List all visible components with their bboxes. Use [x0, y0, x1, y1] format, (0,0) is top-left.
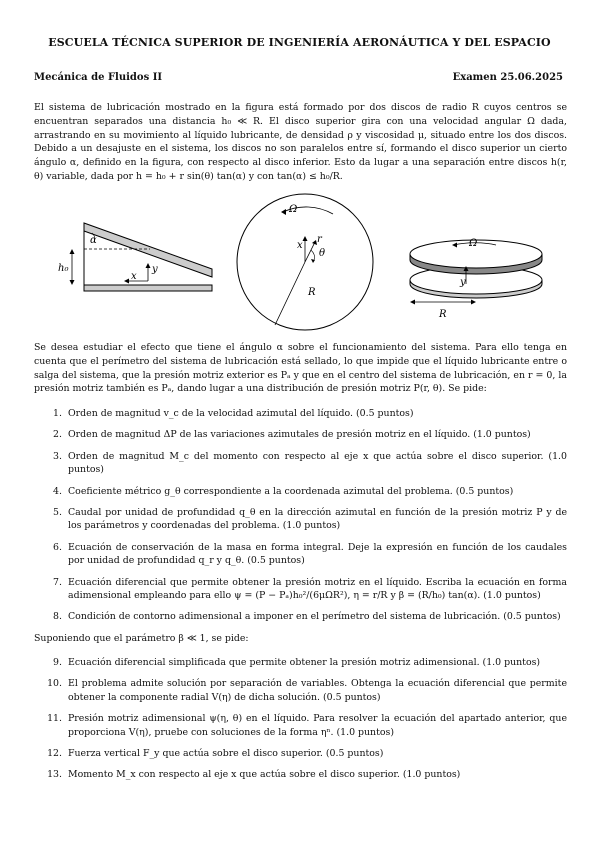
question-item — [44, 407, 567, 420]
question-text: Condición de contorno adimensional a imponer en el perímetro del sistema de lubricación. (0.5 puntos) — [68, 611, 561, 623]
question-item — [44, 656, 567, 669]
theta-label: θ — [319, 248, 326, 259]
alpha-label: α — [90, 235, 97, 246]
question-text: Presión motriz adimensional ψ(η, θ) en el líquido. Para resolver la ecuación del apartado anterior, que proporciona V(η), pruebe con soluciones de la forma ηⁿ. (1.0 puntos) — [68, 713, 567, 738]
question-item — [44, 485, 567, 498]
question-number: 11. — [47, 713, 62, 725]
question-number: 9. — [53, 657, 62, 668]
question-item — [44, 576, 567, 603]
questions-list-b — [44, 656, 567, 790]
question-text: Ecuación diferencial simplificada que permite obtener la presión motriz adimensional. (1.0 puntos) — [68, 657, 541, 668]
question-number: 6. — [53, 541, 62, 553]
course-name: Mecánica de Fluidos II — [34, 72, 163, 83]
question-item — [44, 712, 567, 739]
assumption-paragraph: Suponiendo que el parámetro β ≪ 1, se pide: — [34, 633, 249, 644]
questions-list-a — [44, 407, 567, 632]
figure-isometric-view — [404, 210, 554, 320]
question-text: Orden de magnitud v_c de la velocidad azimutal del líquido. (0.5 puntos) — [68, 408, 414, 419]
h0-label: h₀ — [58, 263, 69, 274]
question-text: Ecuación de conservación de la masa en forma integral. Deje la expresión en función de los caudales por unidad de profundidad q_r y q_θ. (0.5 puntos) — [68, 541, 567, 567]
question-number: 13. — [47, 769, 62, 781]
omega-label-iso: Ω — [469, 238, 478, 249]
question-item — [44, 541, 567, 568]
y-axis-label-iso: y — [460, 277, 466, 288]
question-text: Momento M_x con respecto al eje x que actúa sobre el disco superior. (1.0 puntos) — [68, 769, 461, 781]
figure-top-view — [233, 190, 378, 335]
question-number: 4. — [53, 485, 62, 497]
question-item — [44, 610, 567, 623]
question-text: Coeficiente métrico g_θ correspondiente a la coordenada azimutal del problema. (0.5 puntos) — [68, 485, 514, 497]
question-number: 10. — [47, 678, 62, 690]
question-item — [44, 428, 567, 441]
question-item — [44, 768, 567, 781]
question-text: Orden de magnitud ΔP de las variaciones azimutales de presión motriz en el líquido. (1.0 puntos) — [68, 429, 531, 441]
question-number: 5. — [53, 507, 62, 519]
question-item — [44, 747, 567, 760]
question-number: 2. — [53, 429, 62, 441]
radius-label-iso: R — [439, 309, 447, 320]
omega-label-top: Ω — [289, 204, 298, 215]
figure-side-view — [50, 215, 220, 300]
x-axis-label-top: x — [297, 240, 303, 251]
question-text: El problema admite solución por separación de variables. Obtenga la ecuación diferencial que permite obtener la componente radial V(η) de dicha solución. (0.5 puntos) — [68, 678, 567, 703]
question-text: Caudal por unidad de profundidad q_θ en la dirección azimutal en función de la presión motriz P y de los parámetros y coordenadas del problema. (1.0 puntos) — [68, 507, 567, 532]
question-text: Ecuación diferencial que permite obtener la presión motriz en el líquido. Escriba la ecuación en forma adimensional empleando para ello ψ = (P − Pₐ)h₀²/(6μΩR²), η = r/R y β = (R/h₀) tan(α). (1.0 puntos) — [68, 576, 567, 602]
question-number: 12. — [47, 748, 62, 760]
question-number: 1. — [53, 408, 62, 419]
exam-date: Examen 25.06.2025 — [452, 72, 563, 83]
school-title: ESCUELA TÉCNICA SUPERIOR DE INGENIERÍA AERONÁUTICA Y DEL ESPACIO — [48, 36, 551, 49]
question-text: Fuerza vertical F_y que actúa sobre el disco superior. (0.5 puntos) — [68, 748, 384, 760]
context-paragraph: Se desea estudiar el efecto que tiene el ángulo α sobre el funcionamiento del sistema. Para ello tenga en cuenta que el perímetro del sistema de lubricación está sellado, lo que impide que el líquido lubricante entre o salga del sistema, que la presión motriz exterior es Pₐ y que en el centro del sistema de lubricación, en r = 0, la presión motriz también es Pₐ, dando lugar a una distribución de presión motriz P(r, θ). Se pide: — [34, 342, 567, 395]
question-text: Orden de magnitud M_c del momento con respecto al eje x que actúa sobre el disco superior. (1.0 puntos) — [68, 450, 567, 476]
question-item — [44, 506, 567, 533]
question-number: 7. — [53, 576, 62, 588]
question-number: 8. — [53, 611, 62, 623]
r-label: r — [317, 234, 322, 245]
x-axis-label: x — [131, 271, 137, 282]
intro-paragraph: El sistema de lubricación mostrado en la figura está formado por dos discos de radio R cuyos centros se encuentran separados una distancia h₀ ≪ R. El disco superior gira con una velocidad angular Ω dada, arrastrando en su movimiento al líquido lubricante, de densidad ρ y viscosidad μ, situado entre los dos discos. Debido a un desajuste en el sistema, los discos no son paralelos entre sí, formando el disco superior un cierto ángulo α, definido en la figura, con respecto al disco inferior. Esto da lugar a una separación entre discos h(r, θ) variable, dada por h = h₀ + r sin(θ) tan(α) y con tan(α) ≤ h₀/R. — [34, 102, 567, 182]
y-axis-label: y — [152, 264, 158, 275]
question-number: 3. — [53, 450, 62, 462]
question-item — [44, 677, 567, 704]
question-item — [44, 450, 567, 477]
radius-label-top: R — [308, 287, 316, 298]
